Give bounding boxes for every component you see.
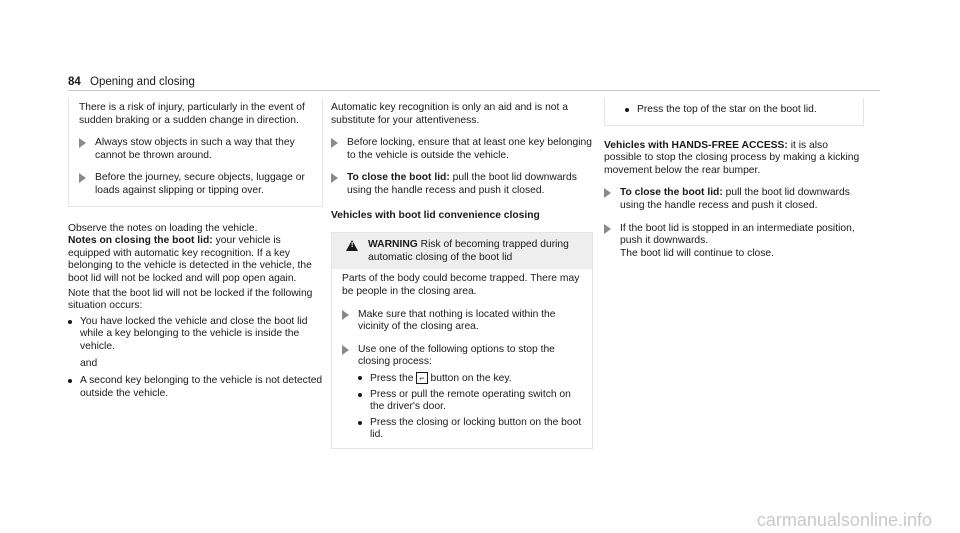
observe-text: Observe the notes on loading the vehicle. [68,222,258,234]
step-item: Make sure that nothing is located within the vicinity of the closing area. [342,309,582,334]
bullet-icon [68,320,72,324]
warning-header: ! WARNING Risk of becoming trapped during automatic closing of the boot lid [332,233,592,269]
warning-box [331,232,593,449]
step-item: Before locking, ensure that at least one key belonging to the vehicle is outside the vehicle. [331,137,593,162]
step-arrow-icon [342,345,349,355]
warning-continuation-box [68,98,323,207]
warning-body: Parts of the body could become trapped. There may be people in the closing area. [342,273,580,297]
step-arrow-icon [331,173,338,183]
step-arrow-icon [604,224,611,234]
step-item: Use one of the following options to stop the closing process: Press the ⌐ button on the key. Press or pull the remote operating switch on the driver's door. Press the closing or locking button on the boot lid. [342,344,582,442]
step-item: Always stow objects in such a way that they cannot be thrown around. [79,137,312,162]
step-arrow-icon [331,138,338,148]
column-3 [604,98,864,260]
note-paragraph: Note that the boot lid will not be locked if the following situation occurs: [68,287,313,312]
step-arrow-icon [342,310,349,320]
step-arrow-icon [604,188,611,198]
bullet-icon [358,421,362,425]
bullet-icon [358,376,362,380]
and-text: and [80,357,98,369]
section-heading: Vehicles with boot lid convenience closing [331,209,540,221]
notes-paragraph: Notes on closing the boot lid: your vehicle is equipped with automatic key recognition. If a key belonging to the vehicle is detected in the vehicle, the boot lid will not be locked and will pop open again. [68,235,312,284]
list-item: Press the closing or locking button on the boot lid. [358,417,582,442]
bullet-icon [68,379,72,383]
warning-triangle-icon: ! [346,240,358,251]
list-item: You have locked the vehicle and close the boot lid while a key belonging to the vehicle is inside the vehicle. [68,316,323,354]
section-title: Opening and closing [90,76,195,88]
intro-text: There is a risk of injury, particularly in the event of sudden braking or a sudden change in direction. [79,102,305,126]
step-arrow-icon [79,173,86,183]
warning-continuation-box [604,98,864,126]
list-item: Press or pull the remote operating switch on the driver's door. [358,389,582,414]
page-number: 84 [68,76,81,88]
page-header [68,76,195,89]
bullet-icon [358,393,362,397]
list-item: Press the top of the star on the boot lid. [625,104,853,117]
bullet-icon [625,108,629,112]
step-item: To close the boot lid: pull the boot lid downwards using the handle recess and push it closed. [604,187,864,212]
column-2 [331,102,593,449]
step-item: To close the boot lid: pull the boot lid downwards using the handle recess and push it closed. [331,172,593,197]
boot-lid-key-icon: ⌐ [416,372,427,384]
watermark: carmanualsonline.info [756,510,932,531]
step-item: Before the journey, secure objects, luggage or loads against slipping or tipping over. [79,172,312,197]
auto-recognition-text: Automatic key recognition is only an aid and is not a substitute for your attentiveness. [331,102,568,126]
step-arrow-icon [79,138,86,148]
list-item: Press the ⌐ button on the key. [358,372,582,386]
header-rule [68,90,880,91]
step-item: If the boot lid is stopped in an intermediate position, push it downwards. The boot lid will continue to close. [604,223,864,261]
hands-free-paragraph: Vehicles with HANDS-FREE ACCESS: it is also possible to stop the closing process by making a kicking movement below the rear bumper. [604,139,860,176]
column-1 [68,98,323,400]
list-item: A second key belonging to the vehicle is not detected outside the vehicle. [68,375,323,400]
